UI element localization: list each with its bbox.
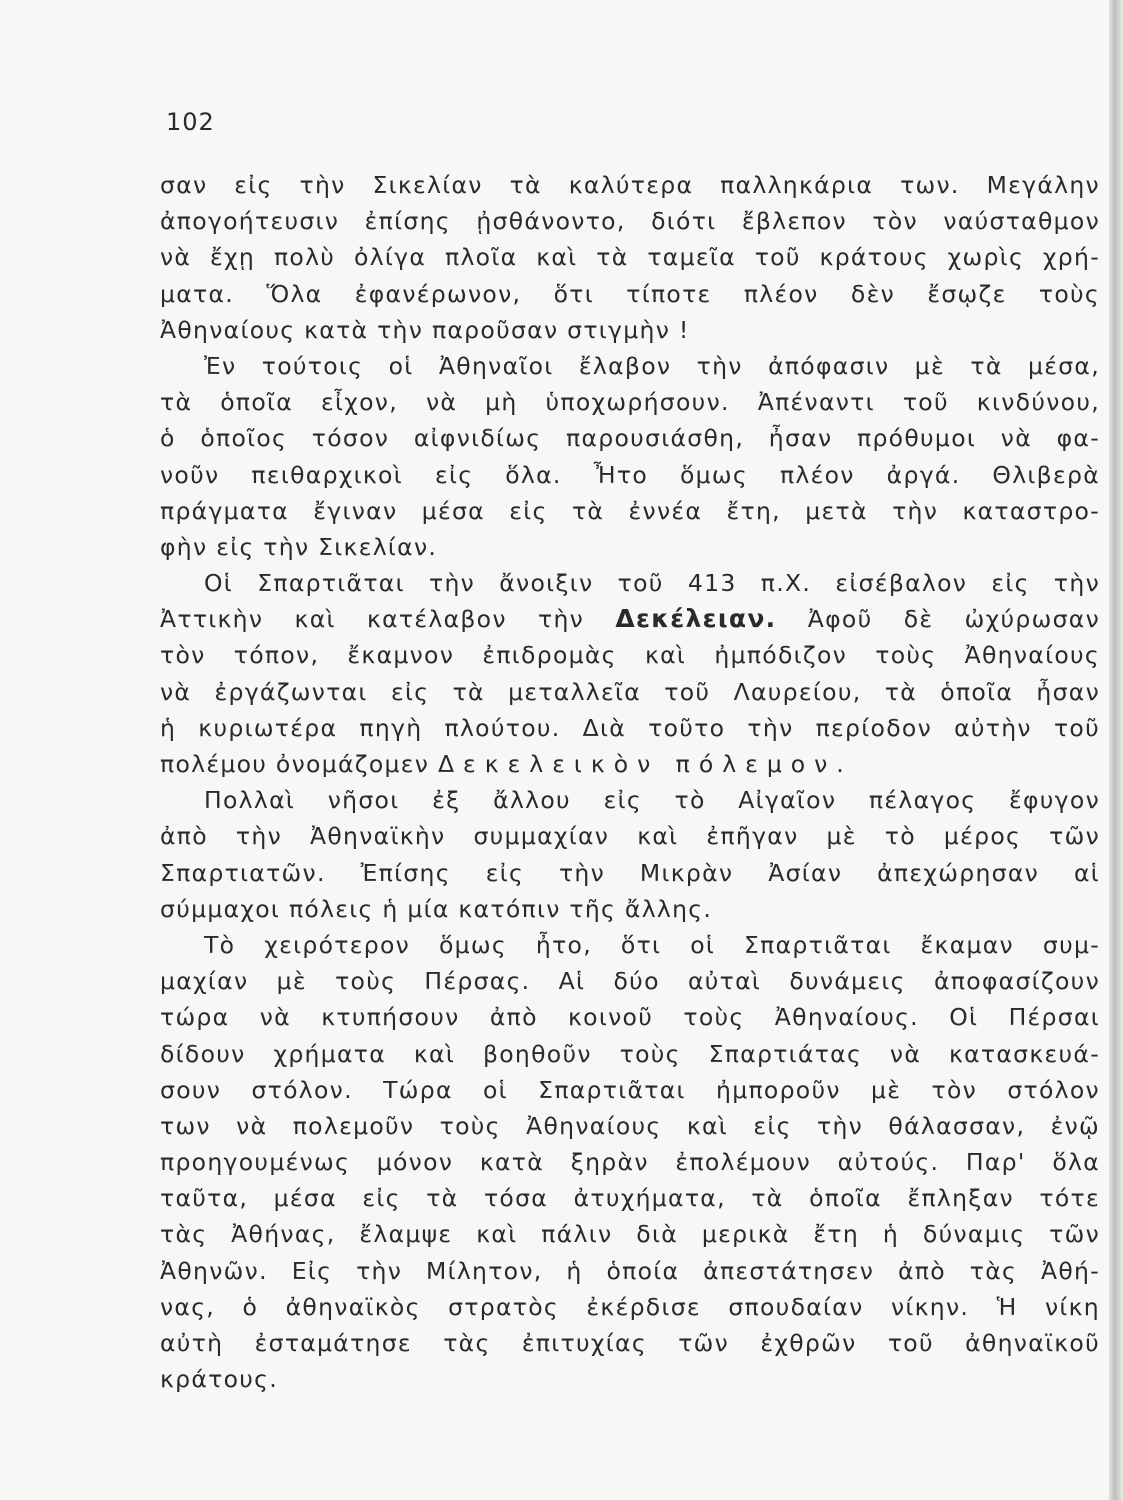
text-line: Ἀθηνῶν. Εἰς τὴν Μίλητον, ἡ ὁποία ἀπεστάτησεν ἀπὸ τὰς Ἀθή- — [160, 1256, 1100, 1285]
text-line: δίδουν χρήματα καὶ βοηθοῦν τοὺς Σπαρτιάτας νὰ κατασκευά- — [160, 1039, 1100, 1068]
text-line: αὐτὴ ἐσταμάτησε τὰς ἐπιτυχίας τῶν ἐχθρῶν τοῦ ἀθηναϊκοῦ — [160, 1329, 1100, 1357]
text-line: ἀπὸ τὴν Ἀθηναϊκὴν συμμαχίαν καὶ ἐπῆγαν μὲ τὸ μέρος τῶν — [160, 822, 1100, 851]
text-line: κράτους. — [160, 1365, 279, 1394]
text-line: Ἐν τούτοις οἱ Ἀθηναῖοι ἔλαβον τὴν ἀπόφασιν μὲ τὰ μέσα, — [204, 351, 1100, 380]
text-line: προηγουμένως μόνον κατὰ ξηρὰν ἐπολέμουν αὐτούς. Παρ' ὅλα — [160, 1148, 1100, 1177]
text-line: σύμμαχοι πόλεις ἡ μία κατόπιν τῆς ἄλλης. — [160, 894, 713, 923]
text-line: τὰς Ἀθήνας, ἔλαμψε καὶ πάλιν διὰ μερικὰ ἔτη ἡ δύναμις τῶν — [160, 1220, 1100, 1249]
text-line: Τὸ χειρότερον ὅμως ἦτο, ὅτι οἱ Σπαρτιᾶται ἔκαμαν συμ- — [204, 930, 1100, 959]
text-line: νοῦν πειθαρχικοὶ εἰς ὅλα. Ἦτο ὅμως πλέον ἀργά. Θλιβερὰ — [160, 460, 1100, 489]
text-line: φὴν εἰς τὴν Σικελίαν. — [160, 532, 438, 561]
text-line: Πολλαὶ νῆσοι ἐξ ἄλλου εἰς τὸ Αἰγαῖον πέλαγος ἔφυγον — [204, 786, 1100, 815]
text-segment: πολέμου ὀνομάζομεν — [160, 750, 438, 778]
text-line: Σπαρτιατῶν. Ἐπίσης εἰς τὴν Μικρὰν Ἀσίαν ἀπεχώρησαν αἱ — [160, 858, 1100, 887]
text-line: τὰ ὁποῖα εἶχον, νὰ μὴ ὑποχωρήσουν. Ἀπέναντι τοῦ κινδύνου, — [160, 388, 1100, 417]
text-segment: Ἀττικὴν καὶ κατέλαβον τὴν — [160, 605, 616, 634]
text-line: σουν στόλον. Τώρα οἱ Σπαρτιᾶται ἠμποροῦν μὲ τὸν στόλον — [160, 1075, 1100, 1104]
text-line: πράγματα ἔγιναν μέσα εἰς τὰ ἐννέα ἔτη, μετὰ τὴν καταστρο- — [160, 496, 1100, 525]
text-line: Οἱ Σπαρτιᾶται τὴν ἄνοιξιν τοῦ 413 π.Χ. εἰσέβαλον εἰς τὴν — [204, 569, 1100, 598]
text-line: ὁ ὁποῖος τόσον αἰφνιδίως παρουσιάσθη, ἦσαν πρόθυμοι νὰ φα- — [160, 424, 1100, 453]
spaced-emphasis: Δεκελεικὸν πόλεμον. — [437, 750, 853, 778]
text-line: Ἀθηναίους κατὰ τὴν παροῦσαν στιγμὴν ! — [160, 315, 690, 344]
text-line — [160, 601, 1100, 637]
text-line: τὸν τόπον, ἔκαμνον ἐπιδρομὰς καὶ ἠμπόδιζον τοὺς Ἀθηναίους — [160, 641, 1100, 670]
text-line — [160, 746, 1100, 782]
text-segment: Ἀφοῦ δὲ ὠχύρωσαν — [776, 605, 1100, 634]
text-line: μαχίαν μὲ τοὺς Πέρσας. Αἱ δύο αὐταὶ δυνάμεις ἀποφασίζουν — [160, 967, 1100, 996]
text-line: ματα. Ὅλα ἐφανέρωνον, ὅτι τίποτε πλέον δὲν ἔσῳζε τοὺς — [160, 279, 1100, 308]
text-line: τώρα νὰ κτυπήσουν ἀπὸ κοινοῦ τοὺς Ἀθηναίους. Οἱ Πέρσαι — [160, 1003, 1100, 1032]
page-number: 102 — [166, 108, 215, 136]
text-line: νὰ ἔχῃ πολὺ ὀλίγα πλοῖα καὶ τὰ ταμεῖα τοῦ κράτους χωρὶς χρή- — [160, 243, 1100, 272]
bold-place-name: Δεκέλειαν. — [615, 604, 777, 634]
text-line: ἀπογοήτευσιν ἐπίσης ᾐσθάνοντο, διότι ἔβλεπον τὸν ναύσταθμον — [160, 207, 1100, 236]
text-line: ἡ κυριωτέρα πηγὴ πλούτου. Διὰ τοῦτο τὴν περίοδον αὐτὴν τοῦ — [160, 713, 1100, 742]
text-line: νας, ὁ ἀθηναϊκὸς στρατὸς ἐκέρδισε σπουδαίαν νίκην. Ἡ νίκη — [160, 1292, 1100, 1321]
text-line: ταῦτα, μέσα εἰς τὰ τόσα ἀτυχήματα, τὰ ὁποῖα ἔπληξαν τότε — [160, 1184, 1100, 1213]
text-line: των νὰ πολεμοῦν τοὺς Ἀθηναίους καὶ εἰς τὴν θάλασσαν, ἐνῷ — [160, 1111, 1100, 1140]
page-edge-shadow — [1109, 0, 1123, 1500]
text-line: νὰ ἐργάζωνται εἰς τὰ μεταλλεῖα τοῦ Λαυρείου, τὰ ὁποῖα ἦσαν — [160, 677, 1100, 706]
text-line: σαν εἰς τὴν Σικελίαν τὰ καλύτερα παλληκάρια των. Μεγάλην — [160, 171, 1100, 199]
body-text — [160, 167, 1100, 1397]
